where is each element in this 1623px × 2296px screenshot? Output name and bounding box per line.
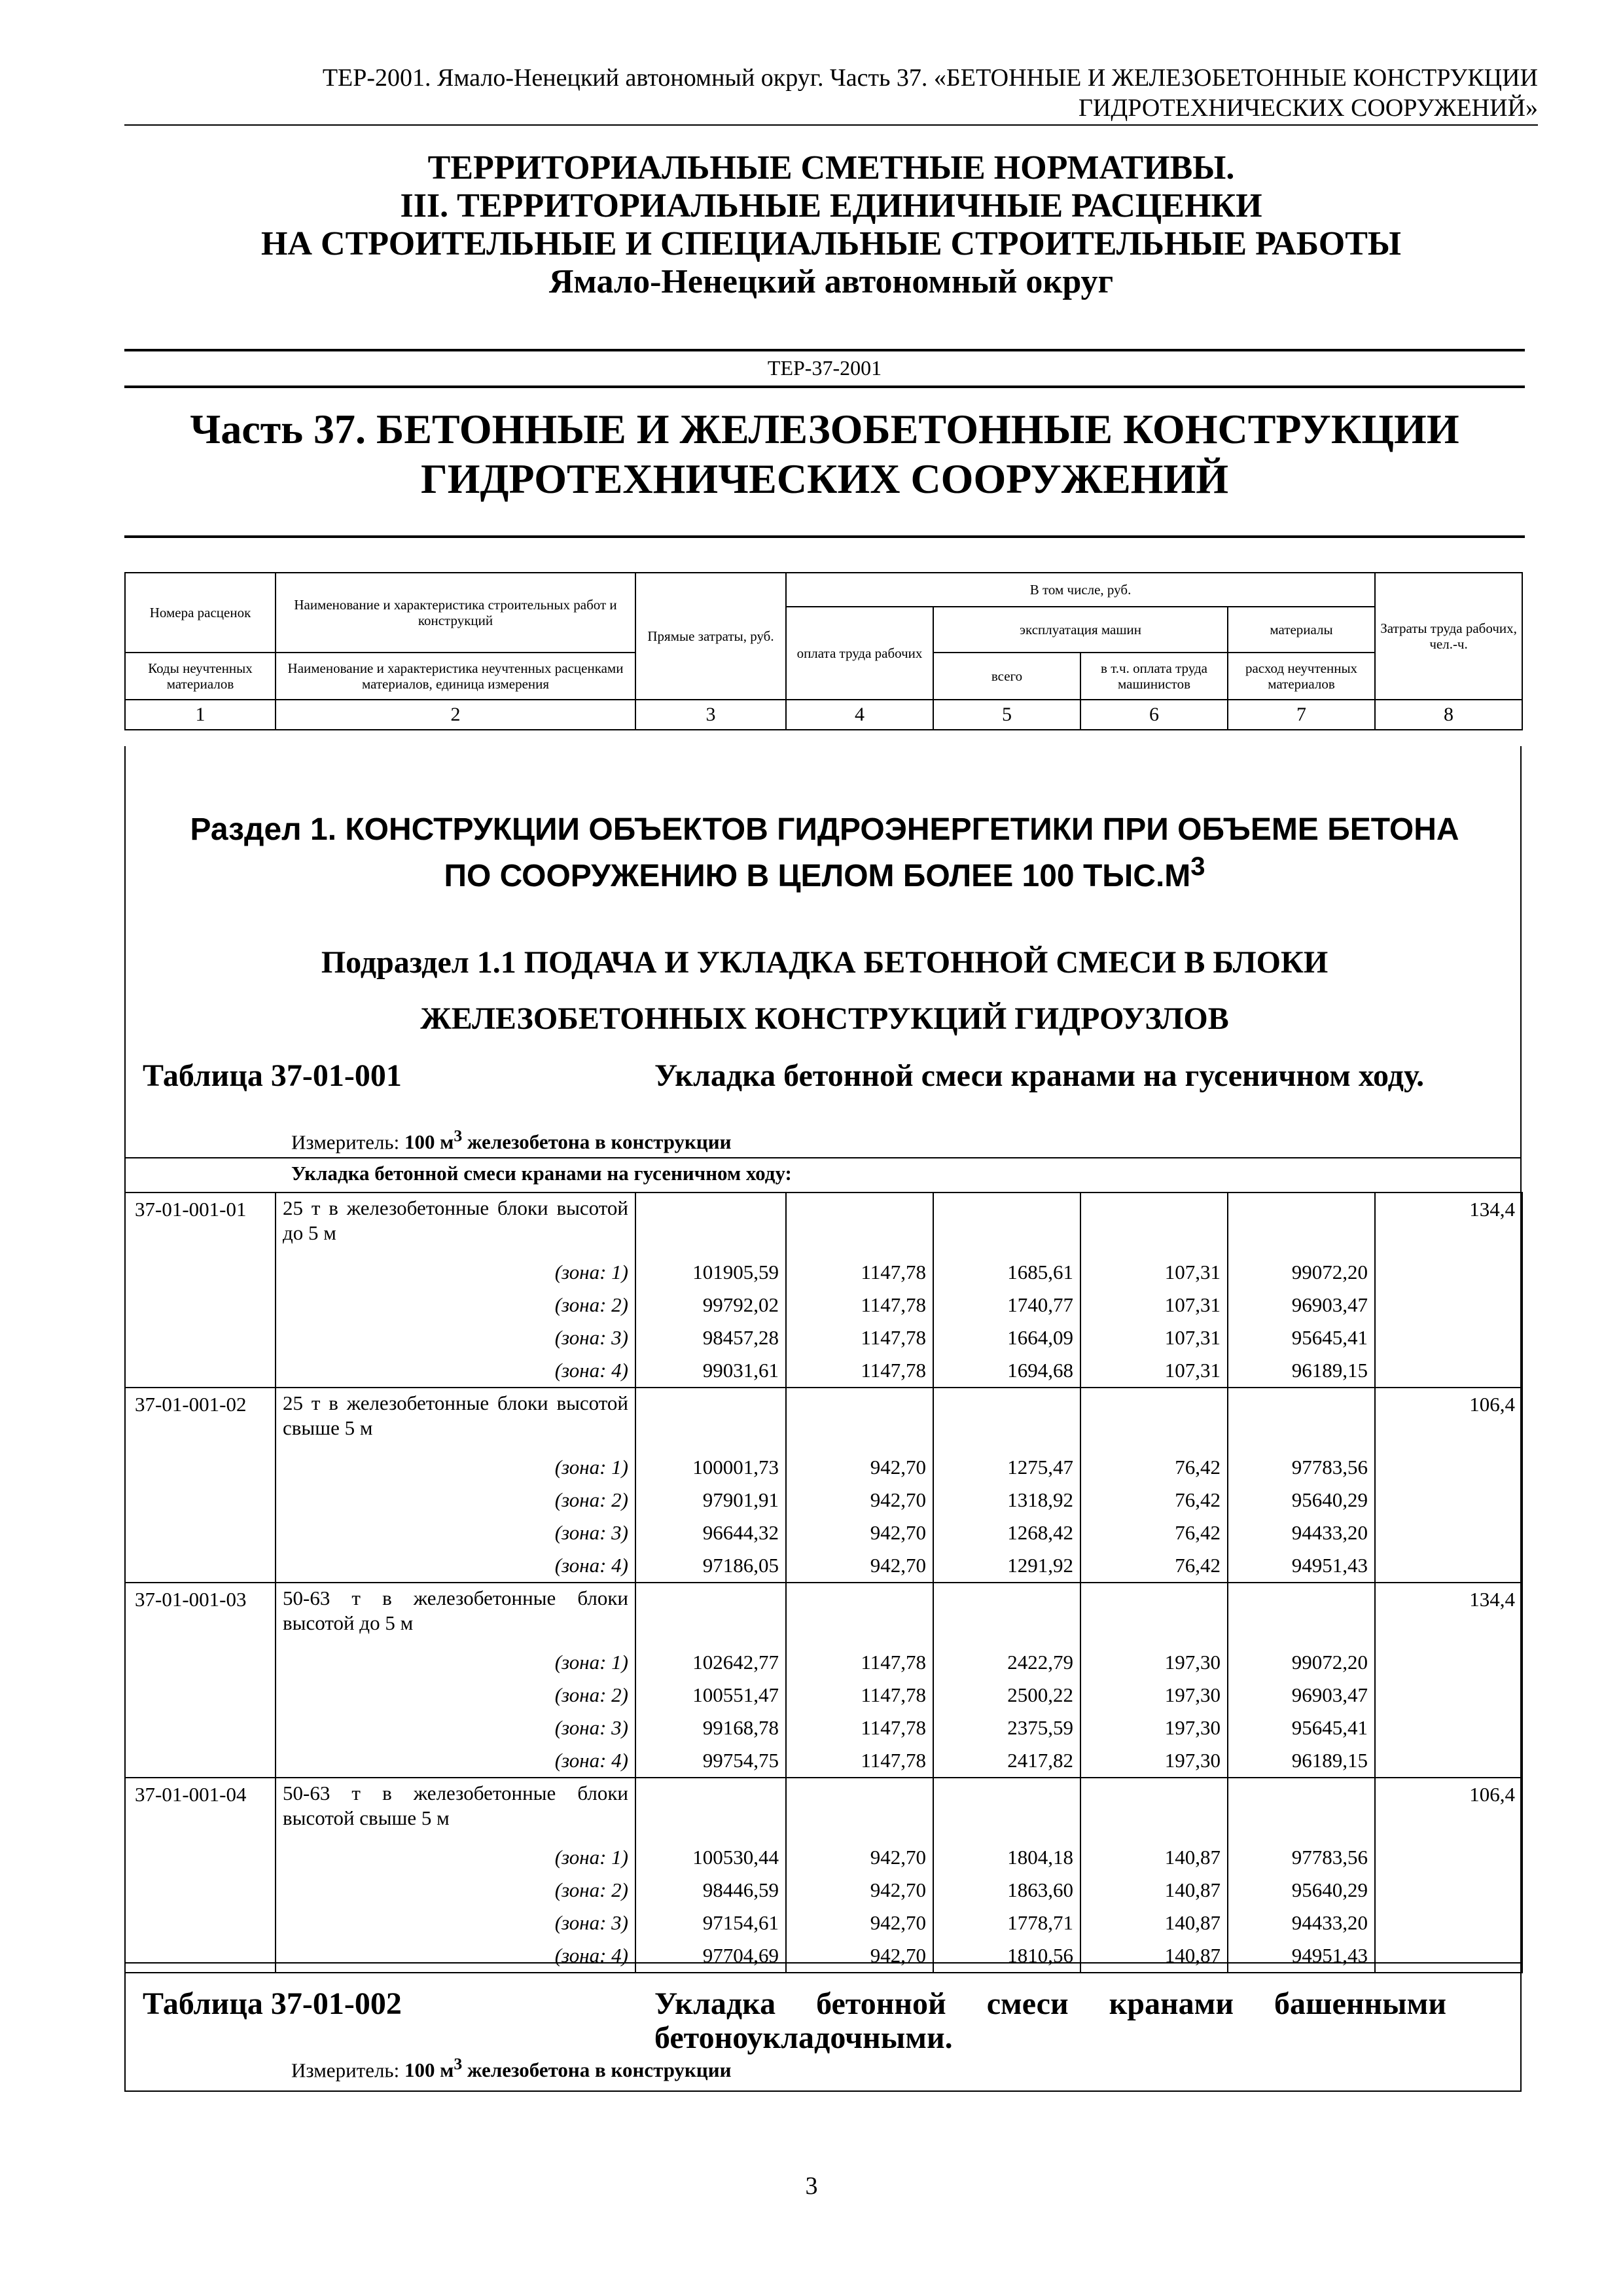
value-machines: 1268,42 xyxy=(933,1516,1080,1549)
value-materials: 94951,43 xyxy=(1228,1939,1375,1973)
value-materials: 95640,29 xyxy=(1228,1874,1375,1907)
code-rule-top xyxy=(124,349,1525,351)
header-col6: в т.ч. оплата труда машинистов xyxy=(1080,653,1228,700)
labor-hours: 134,4 xyxy=(1375,1193,1522,1256)
empty-cell xyxy=(933,1388,1080,1451)
empty-cell xyxy=(1080,1193,1228,1256)
value-machinist: 107,31 xyxy=(1080,1289,1228,1321)
empty-cell xyxy=(1375,1256,1522,1289)
header-num-4: 4 xyxy=(786,700,933,730)
empty-cell xyxy=(1375,1841,1522,1874)
part-title-line2: ГИДРОТЕХНИЧЕСКИХ СООРУЖЕНИЙ xyxy=(420,456,1229,502)
labor-hours: 134,4 xyxy=(1375,1583,1522,1646)
table2-meter xyxy=(291,2053,731,2082)
section-title-line2: ПО СООРУЖЕНИЮ В ЦЕЛОМ БОЛЕЕ 100 ТЫС.М xyxy=(444,859,1191,893)
value-wages: 942,70 xyxy=(786,1549,933,1583)
value-direct: 100530,44 xyxy=(635,1841,786,1874)
zone-label: (зона: 4) xyxy=(276,1939,635,1973)
doc-title-line3: НА СТРОИТЕЛЬНЫЕ И СПЕЦИАЛЬНЫЕ СТРОИТЕЛЬНЫЕ РАБОТЫ xyxy=(261,225,1401,262)
value-machines: 2422,79 xyxy=(933,1646,1080,1679)
zone-label: (зона: 1) xyxy=(276,1256,635,1289)
empty-cell xyxy=(1375,1549,1522,1583)
empty-cell xyxy=(1375,1321,1522,1354)
empty-cell xyxy=(125,1321,276,1354)
zone-row xyxy=(125,1679,1522,1712)
header-machines: эксплуатация машин xyxy=(933,607,1228,653)
header-col5: всего xyxy=(933,653,1080,700)
rate-code: 37-01-001-04 xyxy=(125,1778,276,1841)
table1-meter-sup: 3 xyxy=(454,1126,463,1145)
empty-cell xyxy=(1228,1193,1375,1256)
value-direct: 99168,78 xyxy=(635,1712,786,1744)
subsection-title xyxy=(137,935,1512,1047)
empty-cell xyxy=(635,1388,786,1451)
header-num-1: 1 xyxy=(125,700,276,730)
zone-row xyxy=(125,1744,1522,1778)
header-col2-bottom: Наименование и характеристика неучтенных расценками материалов, единица измерения xyxy=(276,653,635,700)
value-machines: 1694,68 xyxy=(933,1354,1080,1388)
table1-group-caption: Укладка бетонной смеси кранами на гусеничном ходу: xyxy=(291,1162,792,1185)
rate-code: 37-01-001-03 xyxy=(125,1583,276,1646)
zone-label: (зона: 3) xyxy=(276,1516,635,1549)
labor-hours: 106,4 xyxy=(1375,1388,1522,1451)
header-col7: расход неучтенных материалов xyxy=(1228,653,1375,700)
value-materials: 96189,15 xyxy=(1228,1354,1375,1388)
value-machines: 1685,61 xyxy=(933,1256,1080,1289)
empty-cell xyxy=(125,1484,276,1516)
value-machinist: 76,42 xyxy=(1080,1549,1228,1583)
value-direct: 102642,77 xyxy=(635,1646,786,1679)
value-wages: 1147,78 xyxy=(786,1321,933,1354)
empty-cell xyxy=(1228,1388,1375,1451)
value-direct: 97901,91 xyxy=(635,1484,786,1516)
value-machines: 2500,22 xyxy=(933,1679,1080,1712)
value-machines: 1804,18 xyxy=(933,1841,1080,1874)
value-machinist: 76,42 xyxy=(1080,1516,1228,1549)
value-direct: 99031,61 xyxy=(635,1354,786,1388)
value-machines: 1810,56 xyxy=(933,1939,1080,1973)
section-title-line1: Раздел 1. КОНСТРУКЦИИ ОБЪЕКТОВ ГИДРОЭНЕРГЕТИКИ ПРИ ОБЪЕМЕ БЕТОНА xyxy=(190,812,1459,847)
value-wages: 942,70 xyxy=(786,1874,933,1907)
empty-cell xyxy=(125,1744,276,1778)
empty-cell xyxy=(786,1583,933,1646)
doc-title-line4: Ямало-Ненецкий автономный округ xyxy=(548,263,1114,300)
value-machines: 1275,47 xyxy=(933,1451,1080,1484)
value-materials: 97783,56 xyxy=(1228,1841,1375,1874)
zone-label: (зона: 2) xyxy=(276,1289,635,1321)
value-materials: 97783,56 xyxy=(1228,1451,1375,1484)
empty-cell xyxy=(1228,1583,1375,1646)
empty-cell xyxy=(1375,1744,1522,1778)
value-machinist: 140,87 xyxy=(1080,1907,1228,1939)
zone-label: (зона: 3) xyxy=(276,1321,635,1354)
value-machinist: 107,31 xyxy=(1080,1321,1228,1354)
value-materials: 96903,47 xyxy=(1228,1679,1375,1712)
header-num-3: 3 xyxy=(635,700,786,730)
header-col3: Прямые затраты, руб. xyxy=(635,573,786,700)
empty-cell xyxy=(125,1289,276,1321)
empty-cell xyxy=(1375,1484,1522,1516)
table1-data xyxy=(124,1192,1523,1973)
empty-cell xyxy=(1375,1289,1522,1321)
value-materials: 95645,41 xyxy=(1228,1712,1375,1744)
doc-title-line2: III. ТЕРРИТОРИАЛЬНЫЕ ЕДИНИЧНЫЕ РАСЦЕНКИ xyxy=(400,187,1262,224)
empty-cell xyxy=(125,1646,276,1679)
group-caption-rule xyxy=(124,1157,1522,1158)
rate-name: 25 т в железобетонные блоки высотой свыше 5 м xyxy=(276,1388,635,1451)
rate-code: 37-01-001-01 xyxy=(125,1193,276,1256)
column-header-table xyxy=(124,572,1523,730)
value-wages: 942,70 xyxy=(786,1451,933,1484)
empty-cell xyxy=(125,1354,276,1388)
header-col2-top: Наименование и характеристика строительных работ и конструкций xyxy=(276,573,635,653)
header-col8: Затраты труда рабочих, чел.-ч. xyxy=(1375,573,1522,700)
table1-meter-prefix: Измеритель: xyxy=(291,1130,404,1154)
table2-meter-sup: 3 xyxy=(454,2054,463,2073)
zone-label: (зона: 3) xyxy=(276,1712,635,1744)
value-direct: 97154,61 xyxy=(635,1907,786,1939)
value-machinist: 107,31 xyxy=(1080,1354,1228,1388)
empty-cell xyxy=(125,1907,276,1939)
running-header xyxy=(131,63,1538,123)
value-wages: 1147,78 xyxy=(786,1679,933,1712)
value-wages: 1147,78 xyxy=(786,1354,933,1388)
value-wages: 1147,78 xyxy=(786,1289,933,1321)
part-title xyxy=(124,404,1525,504)
empty-cell xyxy=(1375,1907,1522,1939)
table1-meter xyxy=(291,1124,731,1154)
value-materials: 94433,20 xyxy=(1228,1907,1375,1939)
doc-title xyxy=(124,149,1538,301)
rate-code: 37-01-001-02 xyxy=(125,1388,276,1451)
empty-cell xyxy=(1375,1354,1522,1388)
doc-title-line1: ТЕРРИТОРИАЛЬНЫЕ СМЕТНЫЕ НОРМАТИВЫ. xyxy=(427,149,1235,187)
header-col1-top: Номера расценок xyxy=(125,573,276,653)
empty-cell xyxy=(125,1874,276,1907)
zone-label: (зона: 4) xyxy=(276,1354,635,1388)
table2-meter-prefix: Измеритель: xyxy=(291,2058,404,2082)
value-materials: 99072,20 xyxy=(1228,1646,1375,1679)
zone-row xyxy=(125,1907,1522,1939)
value-materials: 95640,29 xyxy=(1228,1484,1375,1516)
zone-row xyxy=(125,1354,1522,1388)
code-rule-bottom xyxy=(124,386,1525,388)
value-machinist: 107,31 xyxy=(1080,1256,1228,1289)
value-materials: 96903,47 xyxy=(1228,1289,1375,1321)
empty-cell xyxy=(1080,1583,1228,1646)
value-direct: 97186,05 xyxy=(635,1549,786,1583)
value-machines: 2375,59 xyxy=(933,1712,1080,1744)
zone-label: (зона: 2) xyxy=(276,1874,635,1907)
header-rule xyxy=(124,124,1538,126)
empty-cell xyxy=(786,1388,933,1451)
value-machines: 2417,82 xyxy=(933,1744,1080,1778)
value-wages: 1147,78 xyxy=(786,1744,933,1778)
value-machinist: 197,30 xyxy=(1080,1744,1228,1778)
rate-name: 50-63 т в железобетонные блоки высотой свыше 5 м xyxy=(276,1778,635,1841)
header-materials: материалы xyxy=(1228,607,1375,653)
zone-label: (зона: 1) xyxy=(276,1841,635,1874)
table-row xyxy=(125,1388,1522,1451)
zone-row xyxy=(125,1516,1522,1549)
empty-cell xyxy=(1375,1451,1522,1484)
value-wages: 1147,78 xyxy=(786,1256,933,1289)
empty-cell xyxy=(125,1841,276,1874)
zone-row xyxy=(125,1321,1522,1354)
empty-cell xyxy=(933,1193,1080,1256)
table-row xyxy=(125,1193,1522,1256)
value-direct: 97704,69 xyxy=(635,1939,786,1973)
header-num-8: 8 xyxy=(1375,700,1522,730)
value-direct: 101905,59 xyxy=(635,1256,786,1289)
empty-cell xyxy=(125,1516,276,1549)
zone-row xyxy=(125,1256,1522,1289)
value-wages: 1147,78 xyxy=(786,1646,933,1679)
empty-cell xyxy=(1375,1679,1522,1712)
value-direct: 100551,47 xyxy=(635,1679,786,1712)
empty-cell xyxy=(1080,1388,1228,1451)
empty-cell xyxy=(1375,1874,1522,1907)
value-wages: 942,70 xyxy=(786,1516,933,1549)
doc-code: ТЕР-37-2001 xyxy=(767,356,882,380)
empty-cell xyxy=(635,1778,786,1841)
empty-cell xyxy=(125,1679,276,1712)
table2-top-rule xyxy=(124,1962,1522,1964)
page-number: 3 xyxy=(805,2172,818,2200)
value-direct: 98457,28 xyxy=(635,1321,786,1354)
zone-label: (зона: 3) xyxy=(276,1907,635,1939)
table1-description: Укладка бетонной смеси кранами на гусеничном ходу. xyxy=(654,1058,1425,1093)
value-wages: 942,70 xyxy=(786,1841,933,1874)
table2-label: Таблица 37-01-002 xyxy=(143,1986,402,2021)
zone-label: (зона: 4) xyxy=(276,1744,635,1778)
value-machines: 1863,60 xyxy=(933,1874,1080,1907)
value-machinist: 140,87 xyxy=(1080,1874,1228,1907)
value-machinist: 76,42 xyxy=(1080,1451,1228,1484)
header-col1-bottom: Коды неучтенных материалов xyxy=(125,653,276,700)
value-machinist: 140,87 xyxy=(1080,1841,1228,1874)
value-wages: 1147,78 xyxy=(786,1712,933,1744)
value-machinist: 197,30 xyxy=(1080,1646,1228,1679)
header-num-5: 5 xyxy=(933,700,1080,730)
table2-meter-value: 100 м xyxy=(404,2058,454,2082)
zone-label: (зона: 4) xyxy=(276,1549,635,1583)
section-title-sup: 3 xyxy=(1190,852,1205,881)
value-materials: 94951,43 xyxy=(1228,1549,1375,1583)
empty-cell xyxy=(125,1939,276,1973)
running-header-line2: ГИДРОТЕХНИЧЕСКИХ СООРУЖЕНИЙ» xyxy=(1078,94,1538,122)
value-materials: 95645,41 xyxy=(1228,1321,1375,1354)
empty-cell xyxy=(125,1549,276,1583)
value-materials: 99072,20 xyxy=(1228,1256,1375,1289)
empty-cell xyxy=(1080,1778,1228,1841)
empty-cell xyxy=(1375,1939,1522,1973)
value-direct: 99792,02 xyxy=(635,1289,786,1321)
header-including: В том числе, руб. xyxy=(786,573,1375,607)
subsection-title-line2: ЖЕЛЕЗОБЕТОННЫХ КОНСТРУКЦИЙ ГИДРОУЗЛОВ xyxy=(420,1001,1229,1036)
header-num-7: 7 xyxy=(1228,700,1375,730)
value-machines: 1778,71 xyxy=(933,1907,1080,1939)
value-machinist: 197,30 xyxy=(1080,1679,1228,1712)
empty-cell xyxy=(786,1778,933,1841)
running-header-line1: ТЕР-2001. Ямало-Ненецкий автономный округ. Часть 37. «БЕТОННЫЕ И ЖЕЛЕЗОБЕТОННЫЕ КОНСТРУКЦИИ xyxy=(322,64,1538,92)
zone-label: (зона: 2) xyxy=(276,1679,635,1712)
zone-label: (зона: 1) xyxy=(276,1451,635,1484)
zone-label: (зона: 1) xyxy=(276,1646,635,1679)
zone-row xyxy=(125,1289,1522,1321)
table1-meter-suffix: железобетона в конструкции xyxy=(462,1130,732,1154)
value-materials: 94433,20 xyxy=(1228,1516,1375,1549)
value-wages: 942,70 xyxy=(786,1907,933,1939)
zone-row xyxy=(125,1484,1522,1516)
empty-cell xyxy=(1375,1516,1522,1549)
table2-description: Укладка бетонной смеси кранами башенными бетоноукладочными. xyxy=(654,1986,1446,2055)
empty-cell xyxy=(125,1712,276,1744)
empty-cell xyxy=(1375,1646,1522,1679)
value-materials: 96189,15 xyxy=(1228,1744,1375,1778)
value-machines: 1291,92 xyxy=(933,1549,1080,1583)
value-machines: 1318,92 xyxy=(933,1484,1080,1516)
value-machinist: 197,30 xyxy=(1080,1712,1228,1744)
zone-label: (зона: 2) xyxy=(276,1484,635,1516)
labor-hours: 106,4 xyxy=(1375,1778,1522,1841)
value-wages: 942,70 xyxy=(786,1939,933,1973)
table1-meter-value: 100 м xyxy=(404,1130,454,1154)
empty-cell xyxy=(933,1778,1080,1841)
value-direct: 99754,75 xyxy=(635,1744,786,1778)
zone-row xyxy=(125,1549,1522,1583)
zone-row xyxy=(125,1712,1522,1744)
value-machines: 1740,77 xyxy=(933,1289,1080,1321)
value-machines: 1664,09 xyxy=(933,1321,1080,1354)
zone-row xyxy=(125,1841,1522,1874)
rate-name: 25 т в железобетонные блоки высотой до 5 м xyxy=(276,1193,635,1256)
table-row xyxy=(125,1778,1522,1841)
table2-meter-suffix: железобетона в конструкции xyxy=(462,2058,732,2082)
value-direct: 96644,32 xyxy=(635,1516,786,1549)
empty-cell xyxy=(125,1256,276,1289)
value-machinist: 76,42 xyxy=(1080,1484,1228,1516)
zone-row xyxy=(125,1451,1522,1484)
value-machinist: 140,87 xyxy=(1080,1939,1228,1973)
subsection-title-line1: Подраздел 1.1 ПОДАЧА И УКЛАДКА БЕТОННОЙ СМЕСИ В БЛОКИ xyxy=(321,945,1329,980)
empty-cell xyxy=(1228,1778,1375,1841)
empty-cell xyxy=(933,1583,1080,1646)
empty-cell xyxy=(635,1193,786,1256)
zone-row xyxy=(125,1874,1522,1907)
zone-row xyxy=(125,1939,1522,1973)
header-col4: оплата труда рабочих xyxy=(786,607,933,700)
part-title-line1: Часть 37. БЕТОННЫЕ И ЖЕЛЕЗОБЕТОННЫЕ КОНСТРУКЦИИ xyxy=(190,406,1459,452)
zone-row xyxy=(125,1646,1522,1679)
part-rule xyxy=(124,535,1525,538)
empty-cell xyxy=(1375,1712,1522,1744)
empty-cell xyxy=(635,1583,786,1646)
value-direct: 100001,73 xyxy=(635,1451,786,1484)
section-title xyxy=(137,812,1512,895)
table-row xyxy=(125,1583,1522,1646)
value-wages: 942,70 xyxy=(786,1484,933,1516)
empty-cell xyxy=(125,1451,276,1484)
empty-cell xyxy=(786,1193,933,1256)
rate-name: 50-63 т в железобетонные блоки высотой до 5 м xyxy=(276,1583,635,1646)
table1-label: Таблица 37-01-001 xyxy=(143,1058,402,1093)
value-direct: 98446,59 xyxy=(635,1874,786,1907)
header-num-6: 6 xyxy=(1080,700,1228,730)
header-num-2: 2 xyxy=(276,700,635,730)
